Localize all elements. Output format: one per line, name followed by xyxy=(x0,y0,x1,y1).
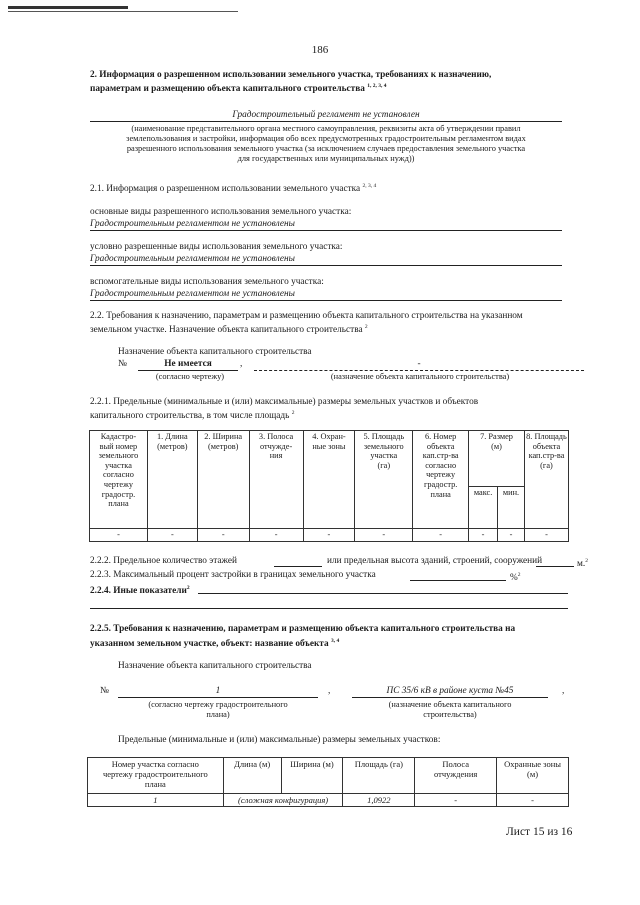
limits-table xyxy=(89,430,569,542)
s225-line1: 2.2.5. Требования к назначению, параметрам и размещению объекта капитального строительства на xyxy=(90,624,516,634)
s223-blank xyxy=(410,580,506,581)
col-object-number: 6. Номер объекта кап.стр-ва согласно чертежу градостр. плана xyxy=(413,431,469,529)
s222-floors-blank xyxy=(274,566,322,567)
s225-line2: указанном земельном участке, объект: название объекта $^{3, 4}$ xyxy=(90,638,340,650)
s21-cond-label: условно разрешенные виды использования земельного участка: xyxy=(90,242,343,252)
s22-line2: земельном участке. Назначение объекта капитального строительства $^2$ xyxy=(90,324,368,336)
s22-caption-right: (назначение объекта капитального строительства) xyxy=(330,372,510,381)
s225-caption-left: (согласно чертежу градостроительного плана) xyxy=(148,700,288,719)
s224-label: 2.2.4. Иные показатели$^2$ xyxy=(90,585,190,597)
s222-unit: м.$^2$ xyxy=(577,558,588,570)
s21-main-label: основные виды разрешенного использования земельного участка: xyxy=(90,207,352,217)
s21-cond-value: Градостроительным регламентом не установлены xyxy=(90,254,562,266)
col-size: 7. Размер (м) xyxy=(469,431,525,487)
s223-unit: %$^2$ xyxy=(510,572,521,584)
s225-purpose-label: Назначение объекта капитального строительства xyxy=(118,661,312,671)
s224-blank-line2 xyxy=(90,608,568,609)
section2-heading-line1: 2. Информация о разрешенном использовании земельного участка, требованиях к назначению, xyxy=(90,70,492,80)
s225-comma: , xyxy=(328,686,331,696)
cell: - xyxy=(498,529,525,542)
s225-num-value: 1 xyxy=(118,686,318,698)
col-alienation: Полоса отчуждения xyxy=(415,758,497,794)
s225-limits-label: Предельные (минимальные и (или) максимальные) размеры земельных участков: xyxy=(118,735,441,745)
col-area: 5. Площадь земельного участка (га) xyxy=(355,431,413,529)
s223-label: 2.2.3. Максимальный процент застройки в границах земельного участка xyxy=(90,570,376,580)
s221-line1: 2.2.1. Предельные (минимальные и (или) максимальные) размеры земельных участков и объектов xyxy=(90,397,479,407)
col-protection: 4. Охран- ные зоны xyxy=(303,431,355,529)
s21-aux-value: Градостроительным регламентом не установлены xyxy=(90,289,562,301)
s21-aux-label: вспомогательные виды использования земельного участка: xyxy=(90,277,324,287)
s22-object-value: - xyxy=(254,359,584,371)
col-length: Длина (м) xyxy=(223,758,281,794)
cell-alienation: - xyxy=(415,794,497,807)
cell: - xyxy=(355,529,413,542)
regulation-note: (наименование представительного органа местного самоуправления, реквизиты акта об утверждении правил землепользования и застройки, информация обо всех предусмотренных градостроительным регламентом видах разрешенного использования земельного участка (за исключением случаев предоставления земельного участка для государственных или муниципальных нужд)) xyxy=(126,124,526,163)
cell: - xyxy=(303,529,355,542)
col-width: Ширина (м) xyxy=(281,758,343,794)
cell: - xyxy=(524,529,568,542)
col-length: 1. Длина (метров) xyxy=(147,431,197,529)
scan-edge-mark xyxy=(8,6,128,9)
s224-blank xyxy=(198,593,568,594)
col-protection: Охранные зоны (м) xyxy=(497,758,569,794)
s221-line2: капитального строительства, в том числе площадь $^2$ xyxy=(90,410,295,422)
col-size-max: макс. xyxy=(469,487,498,529)
cell: - xyxy=(147,529,197,542)
cell-plot-number: 1 xyxy=(88,794,224,807)
s225-comma2: , xyxy=(562,686,565,696)
regulation-value: Градостроительный регламент не установлен xyxy=(90,110,562,122)
s222-height-blank xyxy=(536,566,574,567)
cell: - xyxy=(197,529,249,542)
s22-comma: , xyxy=(240,359,243,369)
cell: - xyxy=(469,529,498,542)
s225-caption-right: (назначение объекта капитального строительства) xyxy=(388,700,512,719)
s22-num-label: № xyxy=(118,359,127,369)
col-object-area: 8. Площадь объекта кап.стр-ва (га) xyxy=(524,431,568,529)
page-number: 186 xyxy=(311,44,329,56)
scan-edge-line xyxy=(8,11,238,12)
s22-num-value: Не имеется xyxy=(138,359,238,371)
plot-sizes-table xyxy=(87,757,569,807)
table-row xyxy=(88,794,569,807)
col-area: Площадь (га) xyxy=(343,758,415,794)
cell: - xyxy=(413,529,469,542)
col-cadastral: Кадастро- вый номер земельного участка согласно чертежу градостр. плана xyxy=(90,431,148,529)
cell-area: 1,0922 xyxy=(343,794,415,807)
s22-purpose-label: Назначение объекта капитального строительства xyxy=(118,347,312,357)
s222-label: 2.2.2. Предельное количество этажей xyxy=(90,556,237,566)
col-width: 2. Ширина (метров) xyxy=(197,431,249,529)
cell-protection: - xyxy=(497,794,569,807)
s22-line1: 2.2. Требования к назначению, параметрам и размещению объекта капитального строительства на указанном xyxy=(90,311,523,321)
s21-main-value: Градостроительным регламентом не установлены xyxy=(90,219,562,231)
s21-title: 2.1. Информация о разрешенном использовании земельного участка $^{2, 3, 4}$ xyxy=(90,183,377,195)
col-plot-number: Номер участка согласно чертежу градостроительного плана xyxy=(88,758,224,794)
sheet-number: Лист 15 из 16 xyxy=(506,826,573,838)
section2-heading-line2: параметрам и размещению объекта капитального строительства $^{1, 2, 3, 4}$ xyxy=(90,83,387,95)
s225-num-label: № xyxy=(100,686,109,696)
s225-object-value: ПС 35/6 кВ в районе куста №45 xyxy=(352,686,548,698)
col-alienation: 3. Полоса отчужде- ния xyxy=(249,431,303,529)
table-row xyxy=(90,529,569,542)
s222-mid: или предельная высота зданий, строений, сооружений xyxy=(327,556,543,566)
s22-caption-left: (согласно чертежу) xyxy=(155,372,225,381)
cell: - xyxy=(90,529,148,542)
col-size-min: мин. xyxy=(498,487,525,529)
cell-configuration: (сложная конфигурация) xyxy=(223,794,343,807)
cell: - xyxy=(249,529,303,542)
